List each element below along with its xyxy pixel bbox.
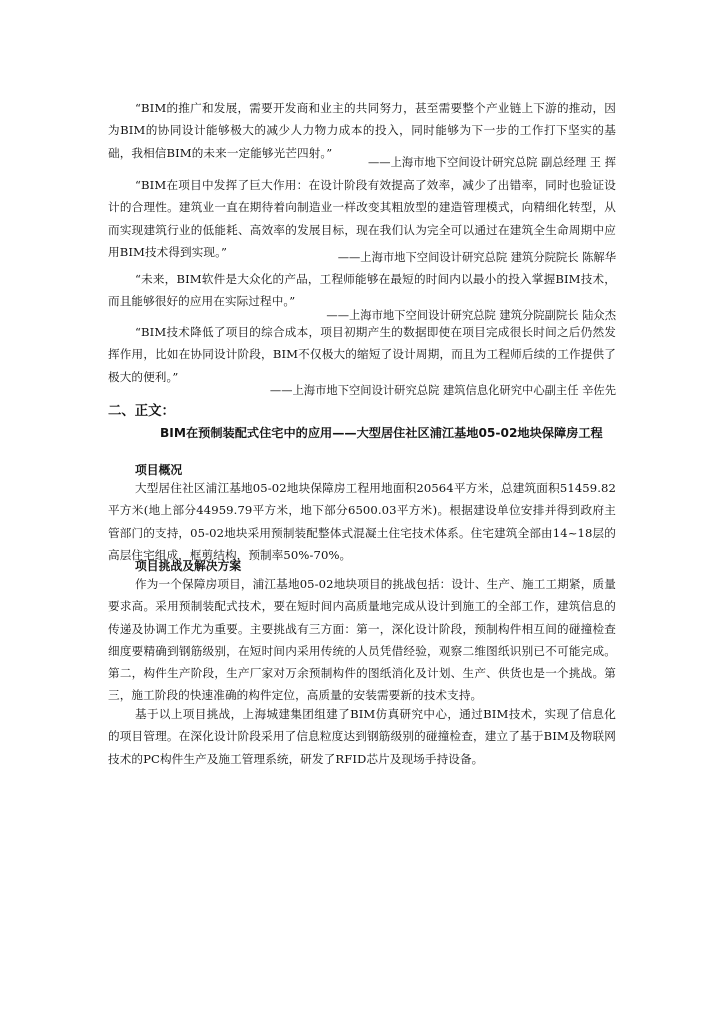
quote-attribution: ——上海市地下空间设计研究总院 建筑分院院长 陈解华 bbox=[337, 251, 616, 264]
quote-paragraph: “BIM技术降低了项目的综合成本，项目初期产生的数据即使在项目完成很长时间之后仍然发挥作用，比如在协同设计阶段，BIM不仅极大的缩短了设计周期，而且为工程师后续的工作提供了极大的便利。” bbox=[108, 325, 616, 384]
quote-attribution: ——上海市地下空间设计研究总院 建筑分院副院长 陆众杰 bbox=[326, 309, 616, 322]
quote-paragraph: “BIM的推广和发展，需要开发商和业主的共同努力，甚至需要整个产业链上下游的推动，因为BIM的协同设计能够极大的减少人力物力成本的投入，同时能够为下一步的工作打下坚实的基础，我相信BIM的未来一定能够光芒四射。” bbox=[108, 101, 616, 160]
quote-paragraph: “BIM在项目中发挥了巨大作用：在设计阶段有效提高了效率，减少了出错率，同时也验证设计的合理性。建筑业一直在期待着向制造业一样改变其粗放型的建造管理模式，向精细化转型，从而实现建筑行业的低能耗、高效率的发展目标，现在我们认为完全可以通过在建筑全生命周期中应用BIM技术得到实现。” bbox=[108, 178, 616, 259]
quote-attribution: ——上海市地下空间设计研究总院 副总经理 王 挥 bbox=[367, 156, 616, 169]
overview-paragraph: 大型居住社区浦江基地05-02地块保障房工程用地面积20564平方米，总建筑面积51459.82平方米(地上部分44959.79平方米，地下部分6500.03平方米)。根据建设单位安排并得到政府主管部门的支持，05-02地块采用预制装配整体式混凝土住宅技术体系。住宅建筑全部由14~18层的高层住宅组成，框剪结构，预制率50%-70%。 bbox=[108, 481, 616, 562]
quote-paragraph: “未来，BIM软件是大众化的产品，工程师能够在最短的时间内以最小的投入掌握BIM技术，而且能够很好的应用在实际过程中。” bbox=[108, 272, 616, 309]
challenges-paragraph: 基于以上项目挑战，上海城建集团组建了BIM仿真研究中心，通过BIM技术，实现了信息化的项目管理。在深化设计阶段采用了信息粒度达到钢筋级别的碰撞检查，建立了基于BIM及物联网技术的PC构件生产及施工管理系统，研发了RFID芯片及现场手持设备。 bbox=[108, 707, 616, 766]
challenges-heading: 项目挑战及解决方案 bbox=[135, 559, 242, 573]
section-heading: 二、正文： bbox=[108, 404, 175, 419]
article-title: BIM在预制装配式住宅中的应用——大型居住社区浦江基地05-02地块保障房工程 bbox=[160, 426, 603, 440]
challenges-paragraph: 作为一个保障房项目，浦江基地05-02地块项目的挑战包括：设计、生产、施工工期紧，质量要求高。采用预制装配式技术，要在短时间内高质量地完成从设计到施工的全部工作，建筑信息的传递及协调工作尤为重要。主要挑战有三方面：第一，深化设计阶段，预制构件相互间的碰撞检查细度要精确到钢筋级别，在短时间内采用传统的人员凭借经验，观察二维图纸识别已不可能完成。第二，构件生产阶段，生产厂家对万余预制构件的图纸消化及计划、生产、供货也是一个挑战。第三，施工阶段的快速准确的构件定位，高质量的安装需要新的技术支持。 bbox=[108, 577, 616, 703]
overview-heading: 项目概况 bbox=[135, 463, 183, 477]
quote-attribution: ——上海市地下空间设计研究总院 建筑信息化研究中心副主任 辛佐先 bbox=[269, 384, 616, 397]
